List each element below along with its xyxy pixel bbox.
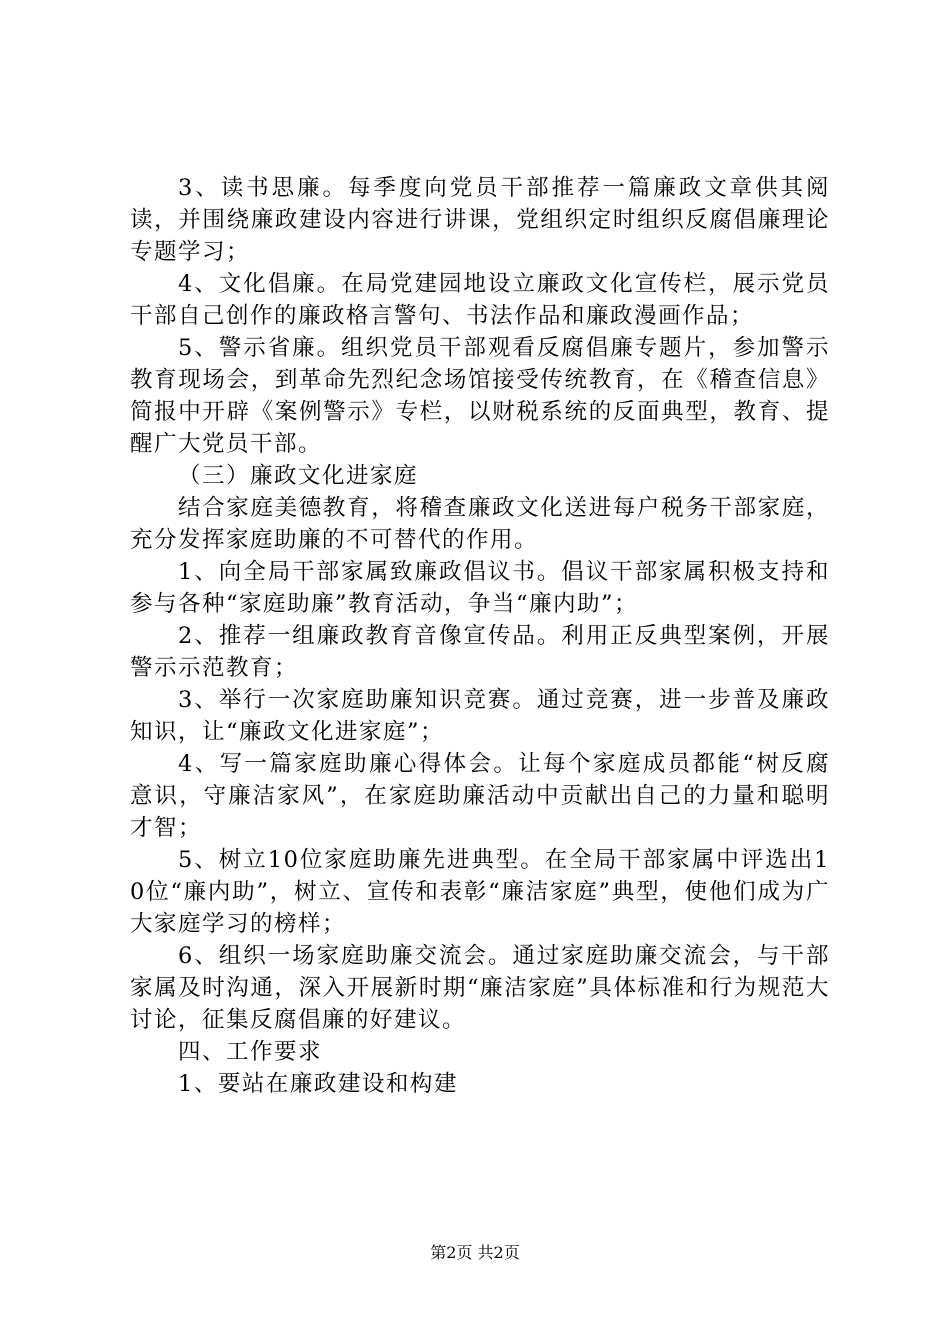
document-body: [130, 172, 830, 1100]
paragraph-family-4: 4、写一篇家庭助廉心得体会。让每个家庭成员都能“树反腐意识，守廉洁家风”，在家庭助廉活动中贡献出自己的力量和聪明才智；: [130, 751, 830, 841]
paragraph-requirement-1: 1、要站在廉政建设和构建: [178, 1071, 458, 1097]
paragraph-culture: 4、文化倡廉。在局党建园地设立廉政文化宣传栏，展示党员干部自己创作的廉政格言警句、书法作品和廉政漫画作品；: [130, 271, 830, 329]
page-number: 第2页 共2页: [430, 1243, 520, 1262]
paragraph-family-3: 3、举行一次家庭助廉知识竞赛。通过竞赛，进一步普及廉政知识，让“廉政文化进家庭”；: [130, 687, 830, 745]
section-heading-requirements: 四、工作要求: [178, 1039, 323, 1065]
paragraph-family-2: 2、推荐一组廉政教育音像宣传品。利用正反典型案例，开展警示示范教育；: [130, 623, 830, 681]
section-heading-family: （三）廉政文化进家庭: [178, 463, 419, 489]
paragraph-family-5: 5、树立10位家庭助廉先进典型。在全局干部家属中评选出10位“廉内助”，树立、宣传和表彰“廉洁家庭”典型，使他们成为广大家庭学习的榜样；: [130, 847, 830, 937]
paragraph-family-1: 1、向全局干部家属致廉政倡议书。倡议干部家属积极支持和参与各种“家庭助廉”教育活动，争当“廉内助”；: [130, 559, 830, 617]
paragraph-warning: 5、警示省廉。组织党员干部观看反腐倡廉专题片，参加警示教育现场会，到革命先烈纪念场馆接受传统教育，在《稽查信息》简报中开辟《案例警示》专栏，以财税系统的反面典型，教育、提醒广大党员干部。: [130, 335, 830, 457]
paragraph-reading: 3、读书思廉。每季度向党员干部推荐一篇廉政文章供其阅读，并围绕廉政建设内容进行讲课，党组织定时组织反腐倡廉理论专题学习；: [130, 175, 830, 265]
paragraph-family-intro: 结合家庭美德教育，将稽查廉政文化送进每户税务干部家庭，充分发挥家庭助廉的不可替代的作用。: [130, 495, 830, 553]
paragraph-family-6: 6、组织一场家庭助廉交流会。通过家庭助廉交流会，与干部家属及时沟通，深入开展新时期“廉洁家庭”具体标准和行为规范大讨论，征集反腐倡廉的好建议。: [130, 943, 830, 1033]
